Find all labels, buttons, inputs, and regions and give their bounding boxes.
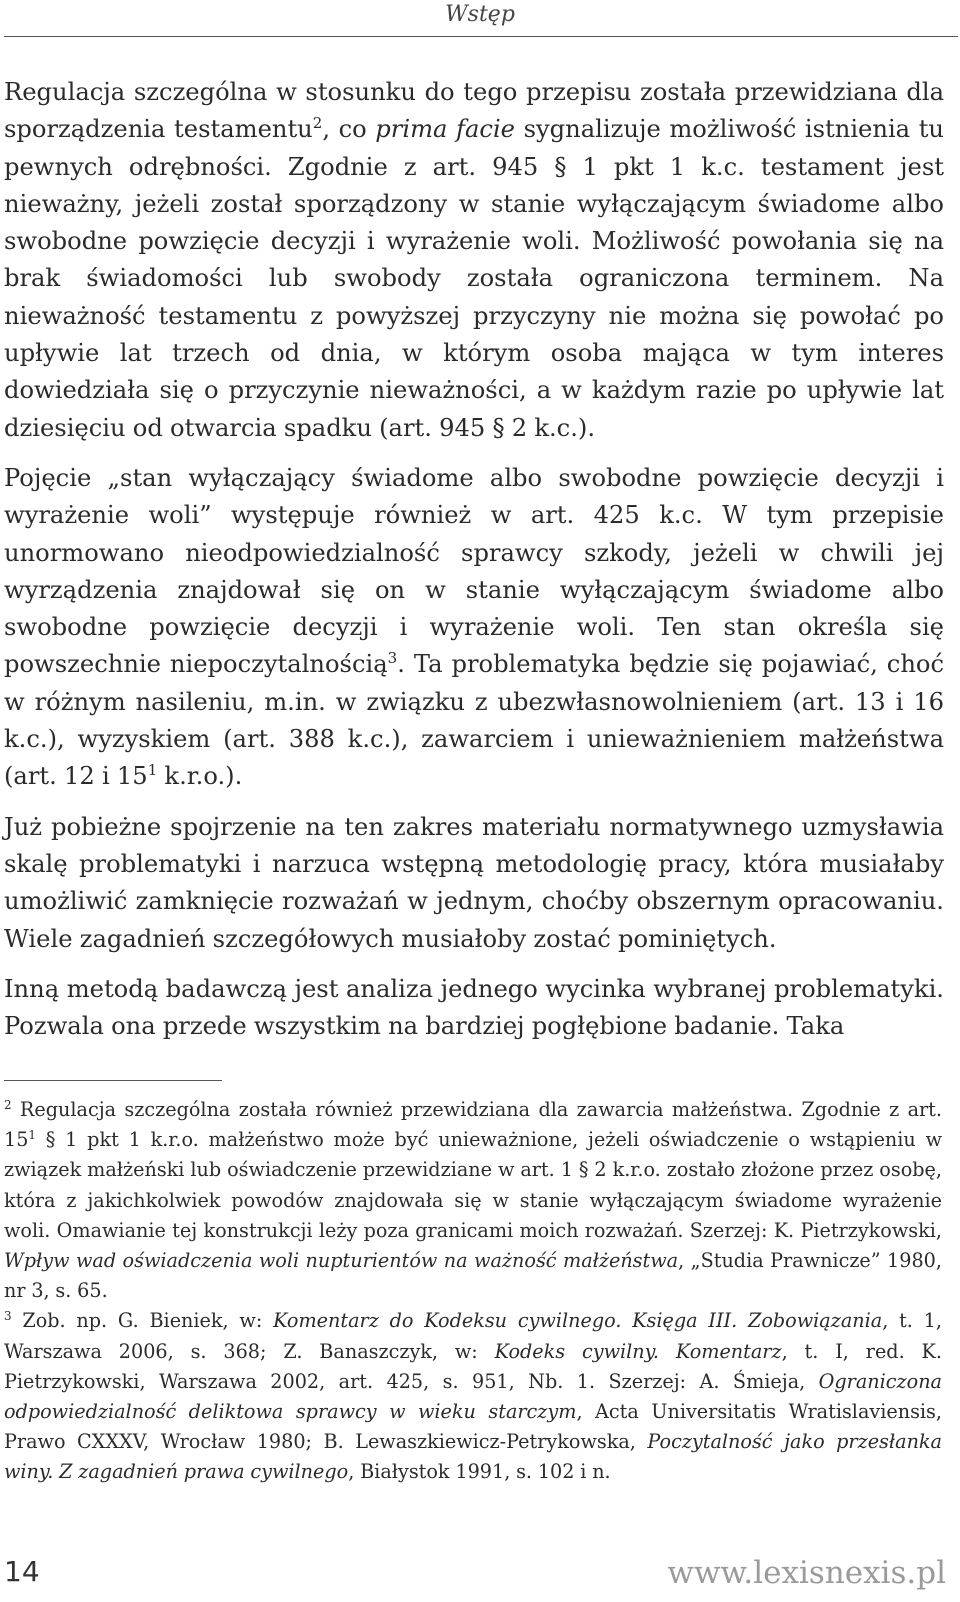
footnote-2: $^2$ Regulacja szczególna została również przewidziana dla zawarcia małżeństwa. Zgodnie z art. $15^1$ § 1 pkt 1 k.r.o. małżeństwo może być unieważnione, jeżeli oświadczenie o wstąpieniu w związek małżeński lub oświadczenie przewidziane w art. 1 § 2 k.r.o. zostało złożone przez osobę, która z jakichkolwiek powodów znajdowała się w stanie wyłączającym świadome wyrażenie woli. Omawianie tej konstrukcji leży poza granicami moich rozważań. Szerzej: K. Pietrzykowski, Wpływ wad oświadczenia woli nupturientów na ważność małżeństwa, „Studia Prawnicze” 1980, nr 3, s. 65. (4, 1097, 942, 1303)
footnote-rule (4, 1080, 222, 1081)
running-header-title: Wstęp (445, 2, 515, 27)
paragraph-4: Inną metodą badawczą jest analiza jednego wycinka wybranej problematyki. Pozwala ona przede wszystkim na bardziej pogłębione badanie. Taka (4, 974, 944, 1041)
article-superscript: 1 (147, 761, 158, 780)
footnote-number: 3 (4, 1309, 12, 1324)
main-text (4, 74, 944, 1058)
running-header (0, 0, 960, 30)
page-number: 14 (4, 1555, 40, 1588)
publisher-url[interactable]: www.lexisnexis.pl (667, 1555, 946, 1591)
paragraph-1: Regulacja szczególna w stosunku do tego przepisu została przewidziana dla sporządzenia testamentu$^2$, co prima facie sygnalizuje możliwość istnienia tu pewnych odrębności. Zgodnie z art. 945 § 1 pkt 1 k.c. testament jest nieważny, jeżeli został sporządzony w stanie wyłączającym świadome albo swobodne powzięcie decyzji i wyrażenie woli. Możliwość powołania się na brak świadomości lub swobody została ograniczona terminem. Na nieważność testamentu z powyższej przyczyny nie można się powołać po upływie lat trzech od dnia, w którym osoba mająca w tym interes dowiedziała się o przyczynie nieważności, a w każdym razie po upływie lat dziesięciu od otwarcia spadku (art. 945 § 2 k.c.). (4, 78, 944, 442)
paragraph-2: Pojęcie „stan wyłączający świadome albo swobodne powzięcie decyzji i wyrażenie woli” występuje również w art. 425 k.c. W tym przepisie unormowano nieodpowiedzialność sprawcy szkody, jeżeli w chwili jej wyrządzenia znajdował się on w stanie wyłączającym świadome albo swobodne powzięcie decyzji i wyrażenie woli. Ten stan określa się powszechnie niepoczytalnością$^3$. Ta problematyka będzie się pojawiać, choć w różnym nasileniu, m.in. w związku z ubezwłasnowolnieniem (art. 13 i 16 k.c.), wyzyskiem (art. 388 k.c.), zawarciem i unieważnieniem małżeństwa (art. 12 i $15^1$ k.r.o.). (4, 463, 944, 791)
footnotes (4, 1095, 942, 1488)
footnote-number: 2 (4, 1097, 12, 1112)
footnote-3: $^3$ Zob. np. G. Bieniek, w: Komentarz do Kodeksu cywilnego. Księga III. Zobowiązania, t. 1, Warszawa 2006, s. 368; Z. Banaszczyk, w: Kodeks cywilny. Komentarz, t. I, red. K. Pietrzykowski, Warszawa 2002, art. 425, s. 951, Nb. 1. Szerzej: A. Śmieja, Ograniczona odpowiedzialność deliktowa sprawcy w wieku starczym, Acta Universitatis Wratislaviensis, Prawo CXXXV, Wrocław 1980; B. Lewaszkiewicz-Petrykowska, Poczytalność jako przesłanka winy. Z zagadnień prawa cywilnego, Białystok 1991, s. 102 i n. (4, 1309, 943, 1484)
footnote-ref-3[interactable]: 3 (387, 649, 398, 668)
header-rule (4, 36, 958, 37)
paragraph-3: Już pobieżne spojrzenie na ten zakres materiału normatywnego uzmysławia skalę problematyki i narzuca wstępną metodologię pracy, która musiałaby umożliwić zamknięcie rozważań w jednym, choćby obszernym opracowaniu. Wiele zagadnień szczegółowych musiałoby zostać pominiętych. (4, 812, 944, 953)
footnote-ref-2[interactable]: 2 (312, 114, 323, 133)
